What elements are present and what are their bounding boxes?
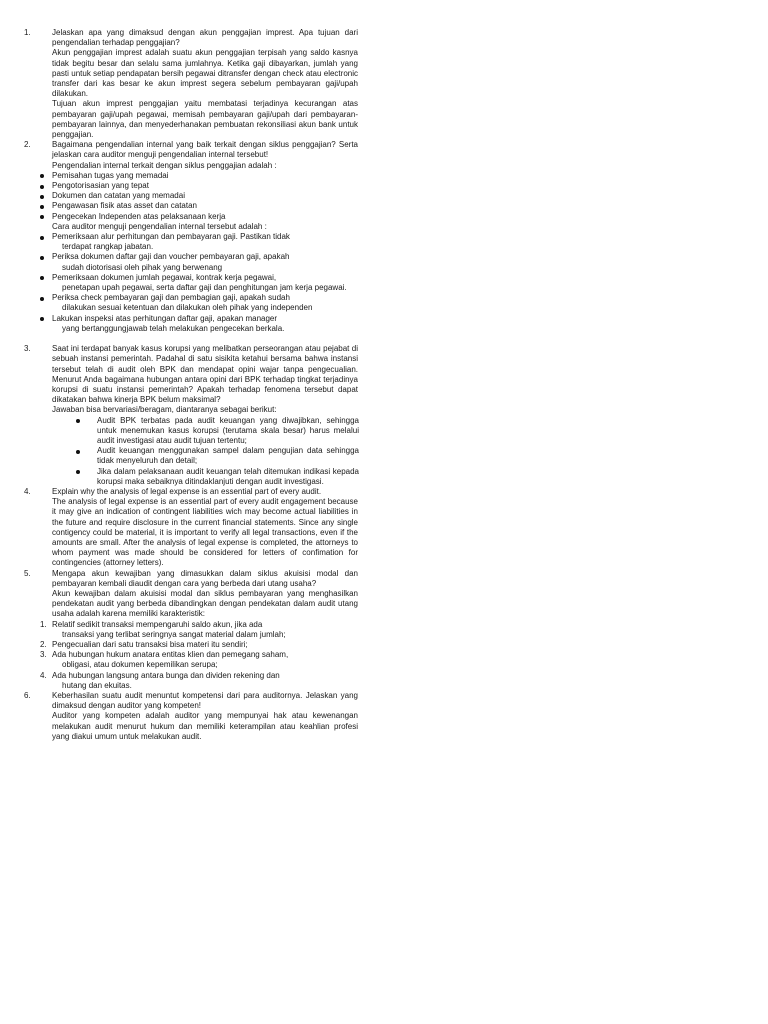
question-1: [0, 28, 358, 140]
characteristics-list: [0, 620, 768, 691]
answer-intro: Jawaban bisa bervariasi/beragam, diantaranya sebagai berikut:: [52, 405, 277, 415]
answer-list: [0, 416, 768, 487]
list-item: Jika dalam pelaksanaan audit keuangan telah ditemukan indikasi kepada korupsi maka sebaiknya ditindaklanjuti dengan audit investigasi.: [0, 467, 359, 487]
answer-paragraph: Tujuan akun imprest penggajian yaitu membatasi terjadinya kecurangan atas pembayaran gaji/upah pegawai, memisah pembayaran gaji/upah dari pembayaran-pembayaran lainnya, dan menyederhanakan pembuatan rekonsiliasi akun bank untuk penggajian.: [52, 99, 358, 140]
question-text: Saat ini terdapat banyak kasus korupsi yang melibatkan perseorangan atau pejabat di sebuah instansi pemerintah. Padahal di satu sisikita ketahui bersama bahwa instansi tersebut telah di audit oleh BPK dan mendapat opini wajar tanpa pengecualian. Menurut Anda bagaimana hubungan antara opini dari BPK terhadap tingkat terjadinya korupsi di suatu instansi pemerintah? Apakah terhadap fenomena tersebut dapat dikatakan bahwa kinerja BPK belum maksimal?: [52, 344, 358, 405]
question-number: 1.: [24, 28, 31, 37]
question-2: [0, 140, 358, 171]
question-number: 6.: [24, 691, 31, 700]
question-6: [0, 691, 358, 742]
question-text: Mengapa akun kewajiban yang dimasukkan dalam siklus akuisisi modal dan pembayaran kembali diaudit dengan cara yang berbeda dari utang usaha?: [52, 568, 358, 588]
list-item: Pemisahan tugas yang memadai: [0, 171, 358, 181]
list-item: Pengotorisasian yang tepat: [0, 181, 358, 191]
list-item: 2. Pengecualian dari satu transaksi bisa materi itu sendiri;: [40, 639, 248, 649]
answer-paragraph: The analysis of legal expense is an essential part of every audit engagement because it may give an indication of contingent liabilities wich may become actual liabilities in the future and require disclosure in the current financial statements. Since any single contigency could be material, it is important to verify all legal transactions, even if the amounts are small. After the analysis of legal expense is completed, the attorneys to whom payment was made should be considered for letters of confimation for contingencies (attorney letters).: [52, 497, 358, 568]
list-item: 4. Ada hubungan langsung antara bunga dan dividen rekening dan hutang dan ekuitas.: [40, 670, 280, 690]
list-item: Periksa dokumen daftar gaji dan voucher pembayaran gaji, apakah sudah diotorisasi oleh pihak yang berwenang: [0, 252, 358, 272]
question-number: 4.: [24, 486, 31, 496]
answer-intro: Pengendalian internal terkait dengan siklus penggajian adalah :: [52, 160, 277, 170]
controls-list: [0, 171, 768, 222]
question-number: 5.: [24, 568, 31, 578]
answer-paragraph: Auditor yang kompeten adalah auditor yang mempunyai hak atau kewenangan melakukan audit menurut hukum dan memiliki keterampilan atau keahlian profesi yang diakui umum untuk melakukan audit.: [52, 711, 358, 741]
question-text: Explain why the analysis of legal expense is an essential part of every audit.: [52, 486, 322, 496]
list-item: Periksa check pembayaran gaji dan pembagian gaji, apakah sudah dilakukan sesuai ketentuan dan dilakukan oleh pihak yang independen: [0, 293, 358, 313]
list-item: Pemeriksaan alur perhitungan dan pembayaran gaji. Pastikan tidak terdapat rangkap jabatan.: [0, 232, 358, 252]
list-item: Lakukan inspeksi atas perhitungan daftar gaji, apakan manager yang bertanggungjawab telah melakukan pengecekan berkala.: [0, 314, 358, 334]
question-3: [0, 344, 358, 415]
question-text: Bagaimana pengendalian internal yang baik terkait dengan siklus penggajian? Serta jelaskan cara auditor menguji pengendalian internal tersebut!: [52, 140, 358, 160]
document-page: [0, 28, 768, 742]
question-text: Jelaskan apa yang dimaksud dengan akun penggajian imprest. Apa tujuan dari pengendalian terhadap penggajian?: [52, 28, 358, 48]
answer-paragraph: Akun penggajian imprest adalah suatu akun penggajian terpisah yang saldo kasnya tidak begitu besar dan selalu sama jumlahnya. Ketika gaji dibayarkan, jumlah yang pasti untuk setiap pendapatan bersih pegawai ditransfer dengan check atau electronic transfer dari kas besar ke akun imprest segera sebelum pembayaran gaji/upah dilakukan.: [52, 48, 358, 99]
question-number: 2.: [24, 140, 31, 150]
list-item: 3. Ada hubungan hukum anatara entitas klien dan pemegang saham, obligasi, atau dokumen kepemilikan serupa;: [40, 650, 289, 670]
list-item: Audit keuangan menggunakan sampel dalam pengujian data sehingga tidak menyeluruh dan detail;: [0, 446, 359, 466]
list-item: Pengecekan Independen atas pelaksanaan kerja: [0, 212, 358, 222]
answer-intro: Cara auditor menguji pengendalian internal tersebut adalah :: [52, 221, 267, 231]
question-number: 3.: [24, 344, 31, 354]
list-item: Audit BPK terbatas pada audit keuangan yang diwajibkan, sehingga untuk menemukan kasus korupsi (terutama skala besar) harus melalui audit investigasi atau audit tujuan tertentu;: [0, 416, 359, 447]
answer-paragraph: Akun kewajiban dalam akuisisi modal dan siklus pembayaran yang menghasilkan pendekatan audit yang berbeda dibandingkan dengan pendekatan dalam audit utang usaha adalah karena memiliki karakteristik:: [52, 588, 358, 619]
question-5: [0, 569, 358, 620]
question-2-continued: [0, 222, 358, 232]
question-text: Keberhasilan suatu audit menuntut kompetensi dari para auditornya. Jelaskan yang dimaksud dengan auditor yang kompeten!: [52, 691, 358, 711]
question-4: [0, 487, 358, 569]
tests-list: [0, 232, 768, 334]
list-item: 1. Relatif sedikit transaksi mempengaruhi saldo akun, jika ada transaksi yang terlibat seringnya sangat material dalam jumlah;: [40, 619, 286, 639]
list-item: Dokumen dan catatan yang memadai: [0, 191, 358, 201]
list-item: Pemeriksaan dokumen jumlah pegawai, kontrak kerja pegawai, penetapan upah pegawai, serta daftar gaji dan penghitungan jam kerja pegawai.: [0, 273, 358, 293]
list-item: Pengawasan fisik atas asset dan catatan: [0, 201, 358, 211]
